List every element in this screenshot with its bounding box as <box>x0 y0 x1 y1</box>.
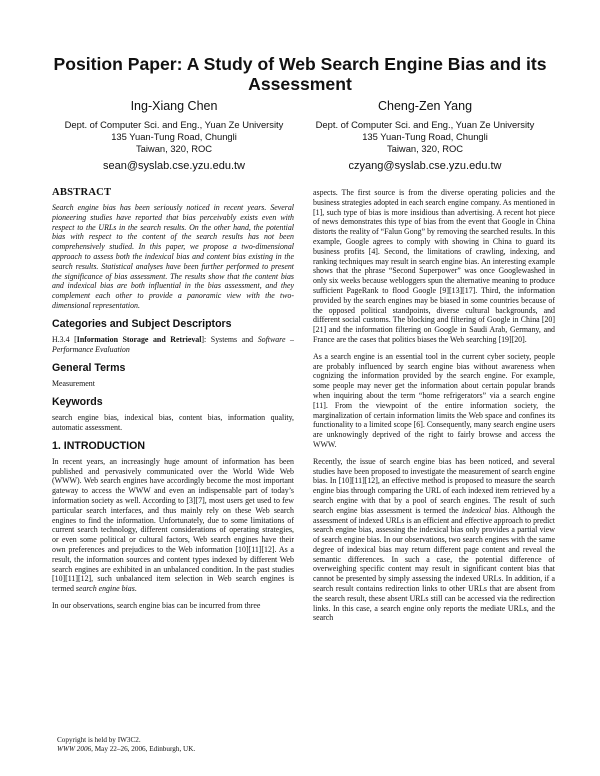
intro-text-end: . <box>134 584 137 594</box>
author-email: czyang@syslab.cse.yzu.edu.tw <box>348 160 502 172</box>
author-address: 135 Yuan-Tung Road, Chungli <box>111 131 237 142</box>
body-text-end: . Although the assessment of indexed URLs is an efficient and effective approach to predict search engine bias, assessing the indexical bias only provides a partial view of search engine bias. In our observations, two search engines with the same degree of indexical bias may return different page content and reveal the semantic differences. In such a case, the potential difference of overweighing specific content may result in significant content bias that cannot be presented by simply assessing the indexed URLs. In addition, if a search result contains redirection links to other URLs that are absent from the search result, these absent URLs still can be accessed via the redirection links. In this case, a search engine only reports the mediate URLs, and the search <box>313 505 555 623</box>
introduction-heading: 1. INTRODUCTION <box>52 439 145 452</box>
author-name: Cheng-Zen Yang <box>377 99 473 113</box>
author-email: sean@syslab.cse.yzu.edu.tw <box>102 160 245 172</box>
general-terms-heading: General Terms <box>52 362 126 375</box>
abstract-text: Search engine bias has been seriously noticed in recent years. Several pioneering studies have reported that bias perceivably exists even with respect to the URLs in the search results. On the other hand, the potential bias with respect to the content of the search results has not been comprehensively studied. In this paper, we propose a two-dimensional approach to assess both the indexical bias and content bias existing in the search results. Statistical analyses have been further performed to present the significance of bias assessment. The results show that the content bias and indexical bias are both influential in the bias assessment, and they complement each other to provide a panoramic view with the two-dimensional representation. <box>52 203 294 310</box>
author-block-2 <box>300 99 550 173</box>
left-column <box>52 186 294 618</box>
category-code: H.3.4 [ <box>52 334 77 344</box>
intro-text: In recent years, an increasingly huge amount of information has been published and pervasively communicated over the World Wide Web (WWW). Web search engines have accordingly become the most important gateway to access the WWW and even an indispensable part of today’s information society as well. According to [3][7], most users get used to few particular search interfaces, and thus mainly rely on these Web search engines to find the information. Unfortunately, due to some limitations of current search technology, different considerations of operating strategies, or even some political or cultural factors, Web search engines have their own preferences and prejudices to the Web information [10][11][12]. As a result, the information sources and content types indexed by different Web search engines are exhibited in an unbalanced condition. In the past studies [10][11][12], such unbalanced item selection in Web search engines is termed <box>52 456 294 594</box>
venue-date-place: , May 22–26, 2006, Edinburgh, UK. <box>91 745 196 753</box>
body-paragraph-2: As a search engine is an essential tool in the current cyber society, people are probably influenced by search engine bias without awareness when cognizing the information provided by the search engine. For example, some people may never get the information about certain popular brands when inquiring about the term “home refrigerators” via a search engine [11]. From the viewpoint of the entire information society, the marginalization of certain information limits the Web space and confines its functionality to a limited scope [6]. Consequently, many search engine users are unknowingly deprived of the right to fairly browse and access the WWW. <box>313 351 555 449</box>
general-terms-text: Measurement <box>52 379 95 389</box>
intro-emphasis: search engine bias <box>75 584 135 594</box>
author-affiliation: Dept. of Computer Sci. and Eng., Yuan Ze University <box>315 119 535 130</box>
right-column <box>313 188 555 630</box>
category-rest: ]: Systems and <box>201 334 254 344</box>
venue-name: WWW 2006 <box>57 745 92 753</box>
introduction-paragraph-2: In our observations, search engine bias can be incurred from three <box>52 600 261 610</box>
body-text: Recently, the issue of search engine bias has been noticed, and several studies have been proposed to investigate the measurement of search engine bias. In [10][11][12], an effective method is proposed to measure the search engine bias through comparing the URL of each indexed item retrieved by a search engine with that by a pool of search engines. The result of such search engine bias assessment is termed the <box>313 456 555 515</box>
author-affiliation: Dept. of Computer Sci. and Eng., Yuan Ze University <box>64 119 284 130</box>
body-emphasis: indexical bias <box>461 505 508 515</box>
body-paragraph-1: aspects. The first source is from the diverse operating policies and the business strategies adopted in each search engine company. As mentioned in [1], such type of bias is more insidious than advertising. A recent hot piece of news demonstrates this type of bias from the event that Google in China distorts the reality of “Falun Gong” by removing the searched results. In this example, Google agrees to comply with showing in China to guard its business profits [4]. Second, the limitations of crawling, indexing, and ranking techniques may result in search engine bias. An interesting example shows that the phrase “Second Superpower” was once Googlewashed in only six weeks because webloggers spun the alternative meaning to produce sufficient PageRank to flood Google [9][13][17]. Third, the information provided by the search engines may be biased in some countries because of the opposed political standpoints, diverse cultural backgrounds, and different social customs. The blocking and filtering of Google in China [20][21] and the information filtering on Google in Saudi Arab, Germany, and France are the cases that politics biases the Web searching [19][20]. <box>313 188 555 344</box>
abstract-heading: ABSTRACT <box>52 187 112 198</box>
author-address: 135 Yuan-Tung Road, Chungli <box>362 131 488 142</box>
introduction-paragraph-1 <box>52 457 294 594</box>
venue-line <box>57 745 297 754</box>
copyright-line: Copyright is held by IW3C2. <box>57 736 141 744</box>
category-label: Information Storage and Retrieval <box>76 334 202 344</box>
categories-heading: Categories and Subject Descriptors <box>52 317 232 330</box>
categories-text <box>52 335 294 355</box>
author-country: Taiwan, 320, ROC <box>135 143 213 154</box>
author-country: Taiwan, 320, ROC <box>386 143 464 154</box>
paper-title: Position Paper: A Study of Web Search Engine Bias and its Assessment <box>53 54 547 94</box>
author-block-1 <box>49 99 299 173</box>
body-paragraph-3 <box>313 457 555 624</box>
author-name: Ing-Xiang Chen <box>130 99 218 113</box>
category-italic: Software – Performance Evaluation <box>52 334 294 354</box>
keywords-heading: Keywords <box>52 396 103 409</box>
keywords-text: search engine bias, indexical bias, content bias, information quality, automatic assessment. <box>52 413 294 432</box>
copyright-footnote <box>57 736 297 754</box>
